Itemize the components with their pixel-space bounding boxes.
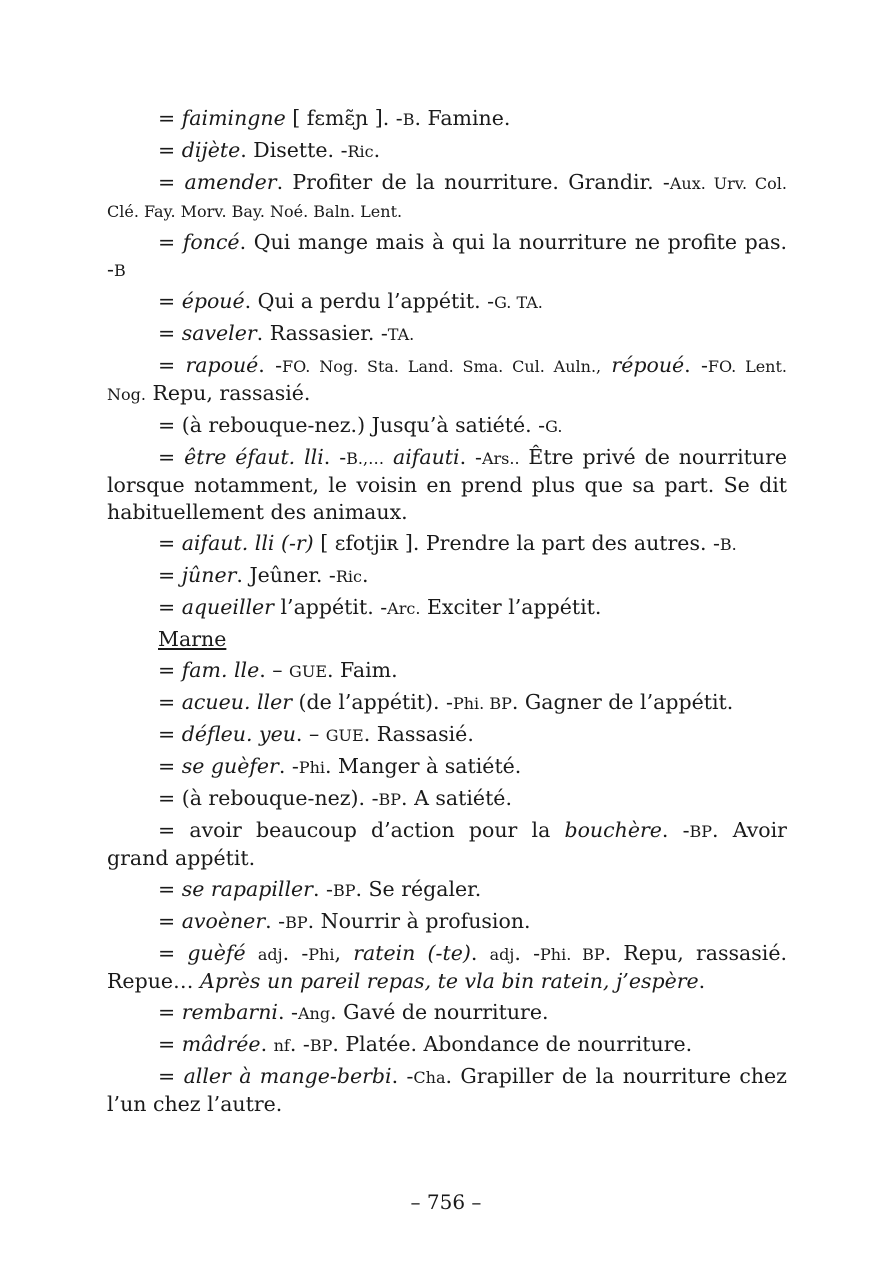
entry-source-abbrev: Phi. BP — [540, 945, 605, 964]
entry-source-abbrev: BP — [332, 881, 356, 900]
entry-text — [246, 941, 258, 965]
entry-text: . A satiété. — [401, 786, 512, 810]
entry-text: = — [158, 563, 182, 587]
dictionary-entry — [107, 352, 787, 408]
entry-term: bouchère — [564, 818, 662, 842]
entry-term: ratein (-te) — [353, 941, 471, 965]
dictionary-entry — [107, 288, 787, 316]
entry-source-abbrev: nf — [273, 1036, 290, 1055]
entry-text: = — [158, 1064, 184, 1088]
entry-text: = — [158, 106, 182, 130]
dictionary-entry — [107, 657, 787, 685]
dictionary-entry — [107, 753, 787, 781]
dictionary-entry — [107, 594, 787, 622]
entry-text: = — [158, 595, 182, 619]
entry-text: . Repu, rassasié. Repue… — [107, 941, 787, 993]
dictionary-page — [107, 105, 787, 1122]
dictionary-entry — [107, 1031, 787, 1059]
entry-text: = (à rebouque-nez.) Jusqu’à satiété. - — [158, 413, 546, 437]
entry-term: répoué — [611, 353, 685, 377]
entry-source-abbrev: Ang — [297, 1004, 331, 1023]
entry-term: défleu. yeu — [181, 722, 296, 746]
entry-text: . Faim. — [327, 658, 398, 682]
entry-source-abbrev: BP — [285, 913, 308, 932]
entry-text: . - — [278, 754, 299, 778]
entry-source-abbrev: Arc. — [387, 599, 421, 618]
entry-text: . Profiter de la nourriture. Grandir. - — [276, 170, 670, 194]
entry-source-abbrev: B. — [719, 535, 737, 554]
entry-term: foncé — [182, 230, 240, 254]
entry-text: l’appétit. - — [273, 595, 388, 619]
entry-text: . - — [459, 445, 482, 469]
entry-term: aqueiller — [181, 595, 274, 619]
entry-term: acueu. ller — [181, 690, 293, 714]
dictionary-entry — [107, 721, 787, 749]
entry-text: . – — [259, 658, 290, 682]
entry-text: = avoir beaucoup d’action pour la — [158, 818, 565, 842]
entry-text: . Grapiller de la nourriture chez l’un chez l’autre. — [107, 1064, 787, 1116]
entry-source-abbrev: Phi. BP — [452, 694, 512, 713]
entry-text: . - — [277, 1000, 298, 1024]
entry-source-abbrev: B — [402, 110, 415, 129]
entry-term: Après un pareil repas, te vla bin ratein, j’espère — [200, 969, 699, 993]
entry-text: = — [158, 754, 182, 778]
entry-text: . Gagner de l’appétit. — [511, 690, 734, 714]
entry-source-abbrev: TA. — [387, 325, 415, 344]
dictionary-entry — [107, 137, 787, 165]
entry-source-abbrev: adj — [257, 945, 283, 964]
entry-text: . Se régaler. — [355, 877, 482, 901]
dictionary-entry — [107, 999, 787, 1027]
entry-source-abbrev: FO. Nog. Sta. Land. Sma. Cul. Auln., — [282, 357, 602, 376]
entry-text: = — [158, 722, 182, 746]
region-heading: Marne — [158, 627, 227, 651]
entry-text: . — [361, 563, 369, 587]
entry-text: . - — [289, 1032, 310, 1056]
entry-term: amender — [184, 170, 277, 194]
entry-source-abbrev: Phi — [298, 758, 326, 777]
entry-term: mâdrée — [181, 1032, 261, 1056]
entry-source-abbrev: BP — [309, 1036, 333, 1055]
entry-source-abbrev: BP — [378, 790, 402, 809]
entry-source-abbrev: Ric — [347, 142, 374, 161]
entry-text: . Platée. Abondance de nourriture. — [332, 1032, 693, 1056]
entry-source-abbrev: FO. Lent. Nog. — [107, 357, 787, 404]
dictionary-entry — [107, 876, 787, 904]
entry-text: . - — [312, 877, 333, 901]
entry-text — [384, 445, 393, 469]
entry-text: [ fɛmɛ̃ɲ ]. - — [285, 106, 403, 130]
entry-text: . Rassasié. — [363, 722, 474, 746]
dictionary-entry — [107, 689, 787, 717]
entry-text: . — [373, 138, 381, 162]
entry-term: rembarni — [181, 1000, 278, 1024]
entry-text: , — [334, 941, 354, 965]
dictionary-entry — [107, 105, 787, 133]
entry-source-abbrev: Aux. Urv. Col. Clé. Fay. Morv. Bay. Noé. Baln. Lent. — [107, 174, 787, 221]
entry-text: = — [158, 353, 186, 377]
entry-text: . - — [684, 353, 708, 377]
entry-text: . - — [323, 445, 347, 469]
entry-text: Être privé de nourriture lorsque notamment, le voisin en prend plus que sa part. Se dit habituellement des animaux. — [107, 445, 788, 524]
entry-text: = — [158, 909, 182, 933]
entry-text: = — [158, 877, 182, 901]
dictionary-entry — [107, 320, 787, 348]
dictionary-entry — [107, 562, 787, 590]
dictionary-entry — [107, 1063, 787, 1118]
entry-term: époué — [181, 289, 245, 313]
entry-text: . Qui a perdu l’appétit. - — [244, 289, 495, 313]
entry-source-abbrev: adj — [489, 945, 515, 964]
dictionary-entry — [107, 940, 787, 995]
entry-text: = — [158, 289, 182, 313]
entry-text — [601, 353, 611, 377]
entry-text: . — [260, 1032, 274, 1056]
entry-text: (de l’appétit). - — [292, 690, 453, 714]
dictionary-entry — [107, 444, 787, 526]
entry-term: aller à mange-berbi — [183, 1064, 392, 1088]
entry-term: dijète — [181, 138, 241, 162]
entry-text: [ ɛfotjiʀ ]. Prendre la part des autres. - — [313, 531, 720, 555]
entry-source-abbrev: B — [113, 261, 126, 280]
entry-text: . Rassasier. - — [256, 321, 388, 345]
entry-term: faimingne — [181, 106, 286, 130]
entry-text: = — [158, 658, 182, 682]
entry-text: = — [158, 445, 185, 469]
entry-source-abbrev: Phi — [308, 945, 335, 964]
entry-term: guèfé — [187, 941, 246, 965]
dictionary-entry — [107, 817, 787, 872]
entry-text: = — [158, 321, 182, 345]
page-number: – 756 – — [410, 1190, 482, 1214]
dictionary-entry — [107, 169, 787, 225]
entry-text: . Avoir grand appétit. — [107, 818, 787, 870]
entry-source-abbrev: Cha — [413, 1068, 446, 1087]
entry-text: Exciter l’appétit. — [420, 595, 602, 619]
entry-text: . Disette. - — [240, 138, 348, 162]
entry-text: = — [158, 941, 188, 965]
entry-text: Repu, rassasié. — [145, 381, 311, 405]
entry-text: . — [470, 941, 490, 965]
entry-term: aifauti — [392, 445, 460, 469]
entry-source-abbrev: GUE — [289, 662, 327, 681]
entry-text: = — [158, 170, 185, 194]
entry-text: . - — [282, 941, 309, 965]
dictionary-entry — [107, 908, 787, 936]
entry-term: se rapapiller — [181, 877, 313, 901]
dictionary-entry — [107, 785, 787, 813]
entry-term: saveler — [181, 321, 257, 345]
entry-source-abbrev: BP — [689, 822, 713, 841]
entry-text: = — [158, 138, 182, 162]
entry-source-abbrev: G. — [545, 417, 563, 436]
dictionary-entry — [107, 530, 787, 558]
entry-text: . - — [265, 909, 286, 933]
entry-source-abbrev: G. TA. — [494, 293, 543, 312]
entry-text: . Qui mange mais à qui la nourriture ne profite pas. - — [107, 230, 787, 281]
entry-text: . Jeûner. - — [236, 563, 336, 587]
entry-text: . — [698, 969, 706, 993]
entry-term: se guèfer — [181, 754, 279, 778]
entry-text: . Famine. — [414, 106, 511, 130]
entry-text: . - — [661, 818, 690, 842]
entry-source-abbrev: Ars.. — [481, 449, 520, 468]
entry-text: = — [158, 531, 182, 555]
entry-text: . Manger à satiété. — [325, 754, 522, 778]
entry-term: être éfaut. lli — [184, 445, 324, 469]
entry-term: fam. lle — [181, 658, 260, 682]
entry-text: . - — [514, 941, 541, 965]
entry-text: . Nourrir à profusion. — [307, 909, 531, 933]
entry-text: = — [158, 230, 183, 254]
entry-term: jûner — [181, 563, 237, 587]
entry-text: . – — [295, 722, 326, 746]
entry-text: = — [158, 1032, 182, 1056]
entry-text: . Gavé de nourriture. — [330, 1000, 549, 1024]
dictionary-entry — [107, 412, 787, 440]
entry-term: avoèner — [181, 909, 266, 933]
entry-source-abbrev: GUE — [325, 726, 364, 745]
entry-text: = — [158, 1000, 182, 1024]
entry-text: . - — [391, 1064, 414, 1088]
entry-text: = — [158, 690, 182, 714]
entry-source-abbrev: B.,… — [346, 449, 385, 468]
entry-text: = (à rebouque-nez). - — [158, 786, 379, 810]
entry-term: aifaut. lli (-r) — [181, 531, 314, 555]
entry-text: . - — [258, 353, 282, 377]
dictionary-entry — [107, 229, 787, 284]
entry-term: rapoué — [185, 353, 259, 377]
entry-source-abbrev: Ric — [335, 567, 362, 586]
